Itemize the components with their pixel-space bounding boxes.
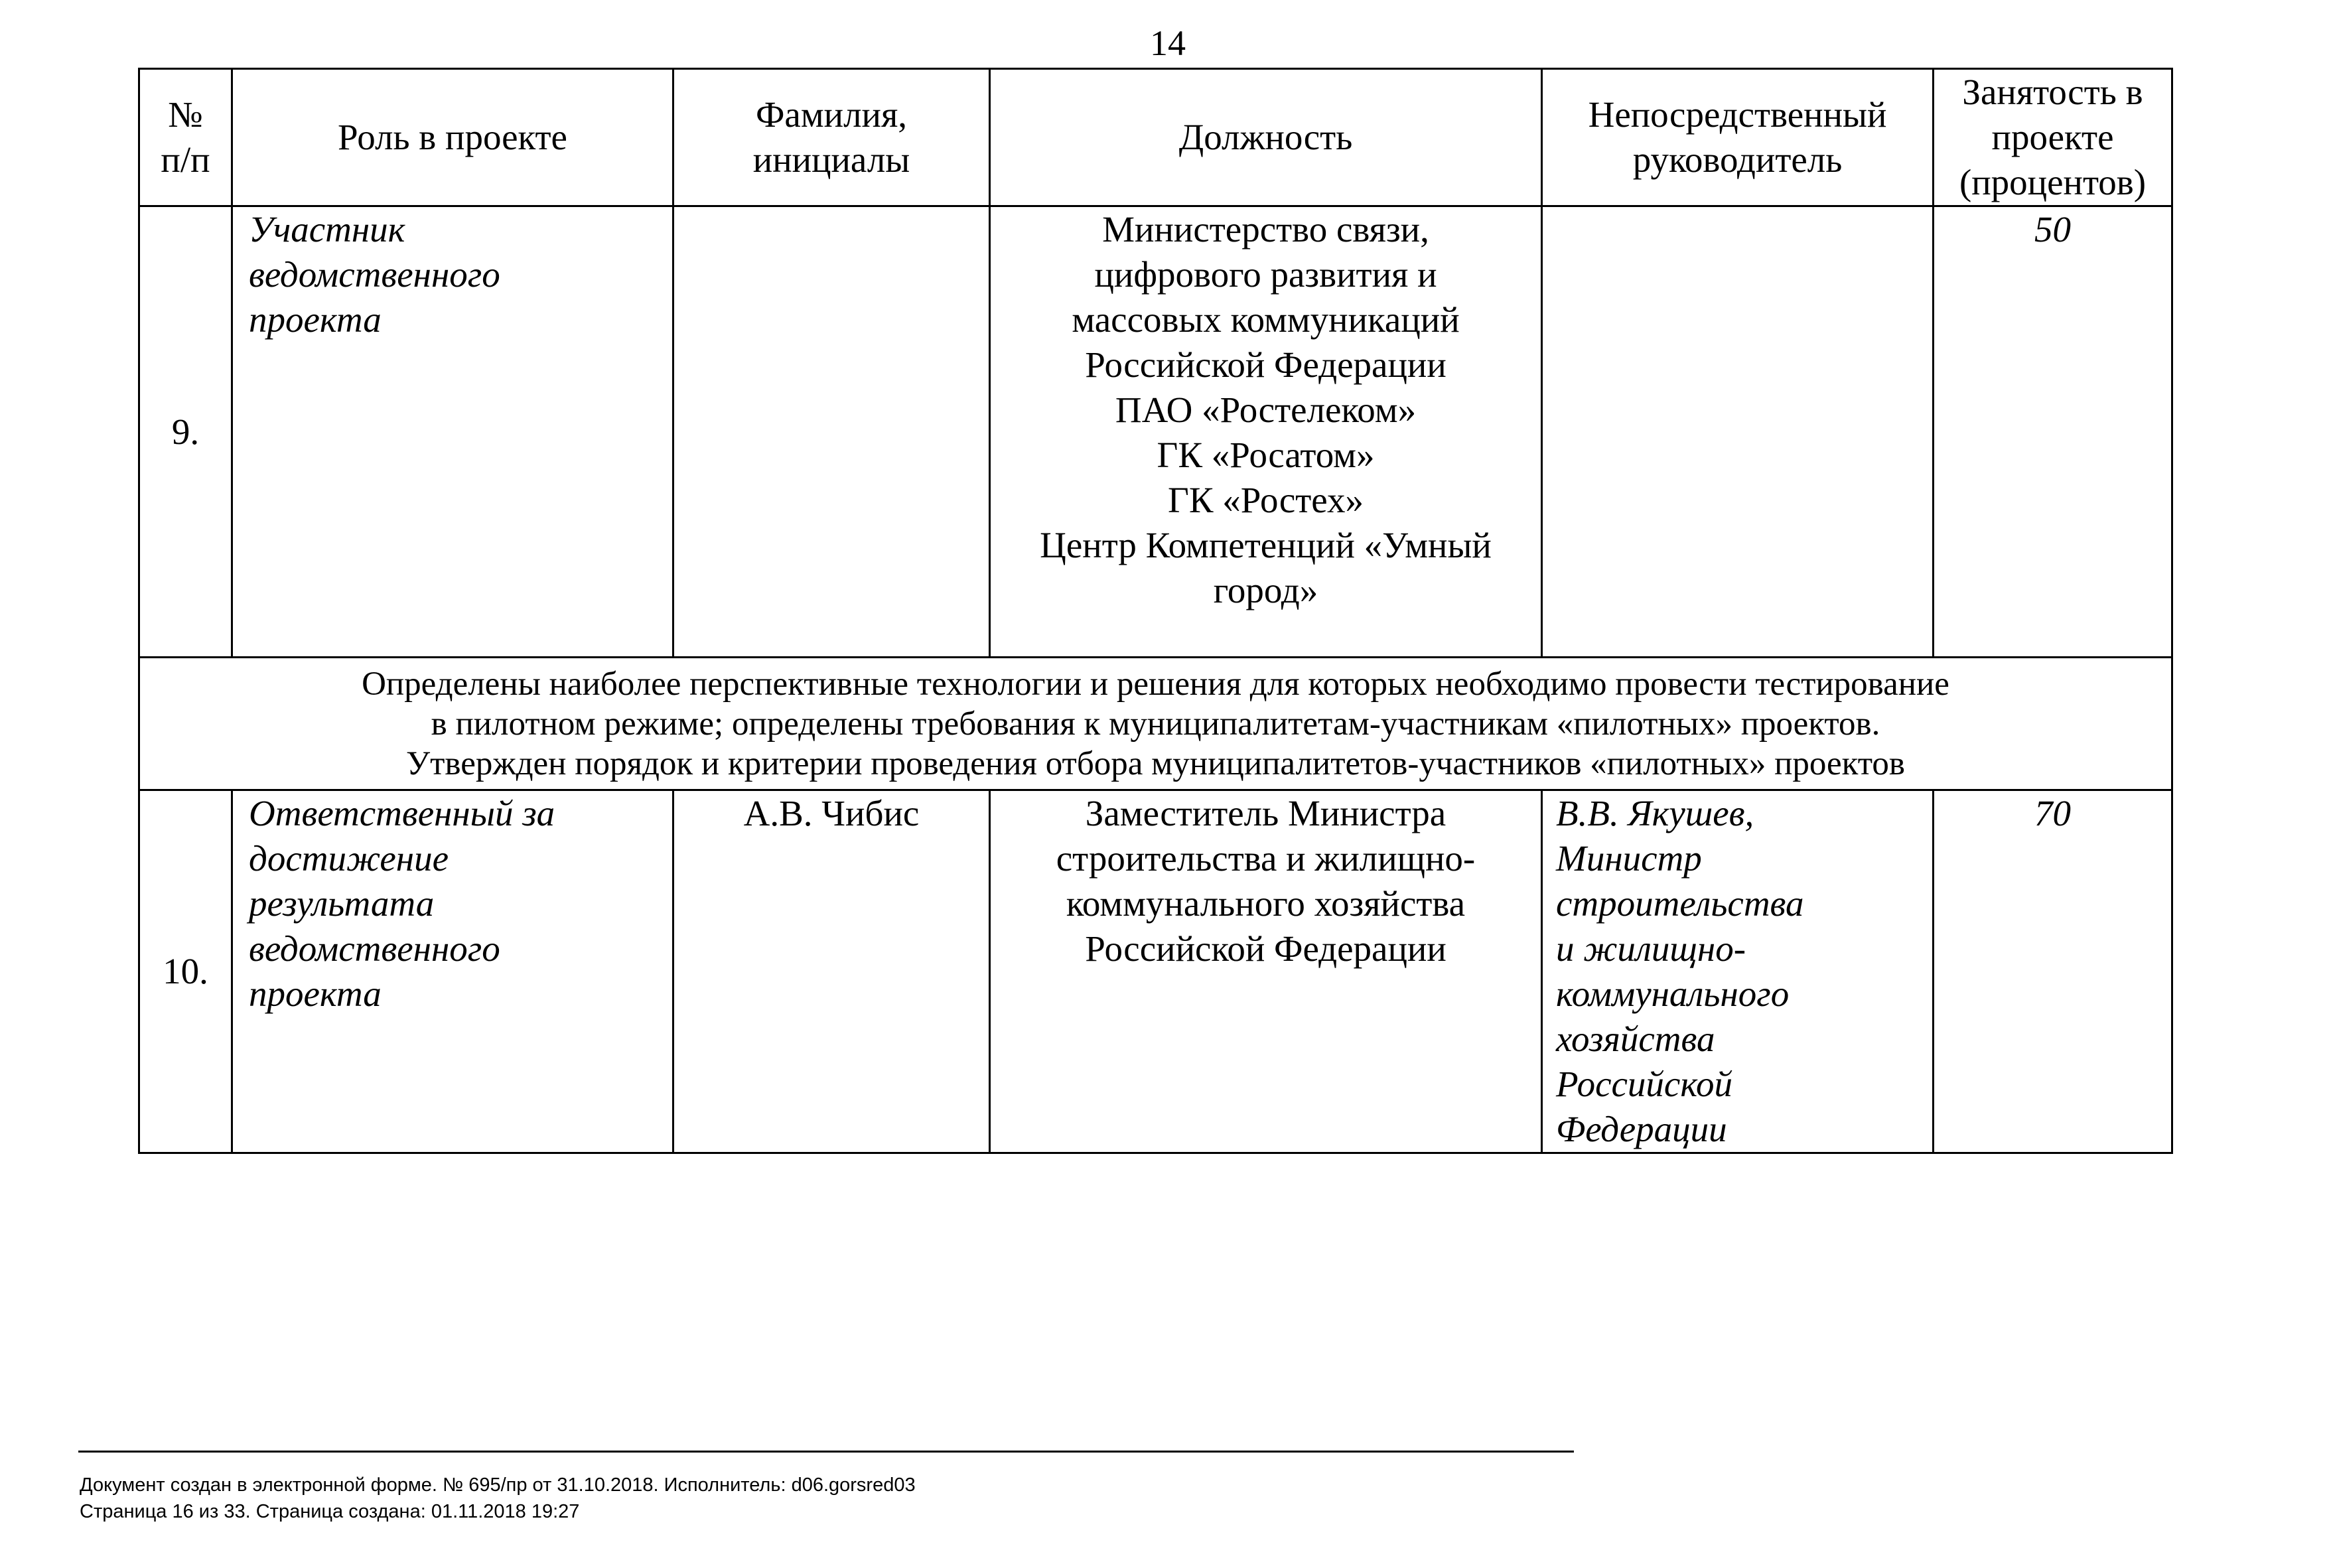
role-cell: Ответственный за достижение результата ведомственного проекта [232,790,673,1153]
position-cell: Заместитель Министра строительства и жилищно- коммунального хозяйства Российской Федерации [990,790,1542,1153]
workload-cell: 70 [1934,790,2172,1153]
footer-document-info: Документ создан в электронной форме. № 695/пр от 31.10.2018. Исполнитель: d06.gorsred03 [80,1474,916,1496]
footer [80,1472,916,1525]
row-number: 9. [139,206,232,658]
header-name: Фамилия, инициалы [673,69,990,206]
page-number: 14 [1150,23,1186,63]
footer-divider [78,1451,1574,1453]
table-header-row [139,69,2172,206]
workload-cell: 50 [1934,206,2172,658]
section-heading-row [139,658,2172,790]
manager-cell [1542,206,1934,658]
header-role: Роль в проекте [232,69,673,206]
name-cell: А.В. Чибис [673,790,990,1153]
role-cell: Участник ведомственного проекта [232,206,673,658]
name-cell [673,206,990,658]
position-cell: Министерство связи, цифрового развития и массовых коммуникаций Российской Федерации ПАО «Ростелеком» ГК «Росатом» ГК «Ростех» Центр Компетенций «Умный город» [990,206,1542,658]
section-heading: Определены наиболее перспективные технологии и решения для которых необходимо провести тестирование в пилотном режиме; определены требования к муниципалитетам-участникам «пилотных» проектов. Утвержден порядок и критерии проведения отбора муниципалитетов-участников «пилотных» проектов [139,658,2172,790]
header-manager: Непосредственный руководитель [1542,69,1934,206]
header-workload: Занятость в проекте (процентов) [1934,69,2172,206]
table-row [139,790,2172,1153]
header-position: Должность [990,69,1542,206]
manager-cell: В.В. Якушев, Министр строительства и жилищно- коммунального хозяйства Российской Федерации [1542,790,1934,1153]
row-number: 10. [139,790,232,1153]
footer-page-info: Страница 16 из 33. Страница создана: 01.11.2018 19:27 [80,1501,580,1522]
header-num: № п/п [139,69,232,206]
project-roles-table [138,68,2173,1154]
table-row [139,206,2172,658]
